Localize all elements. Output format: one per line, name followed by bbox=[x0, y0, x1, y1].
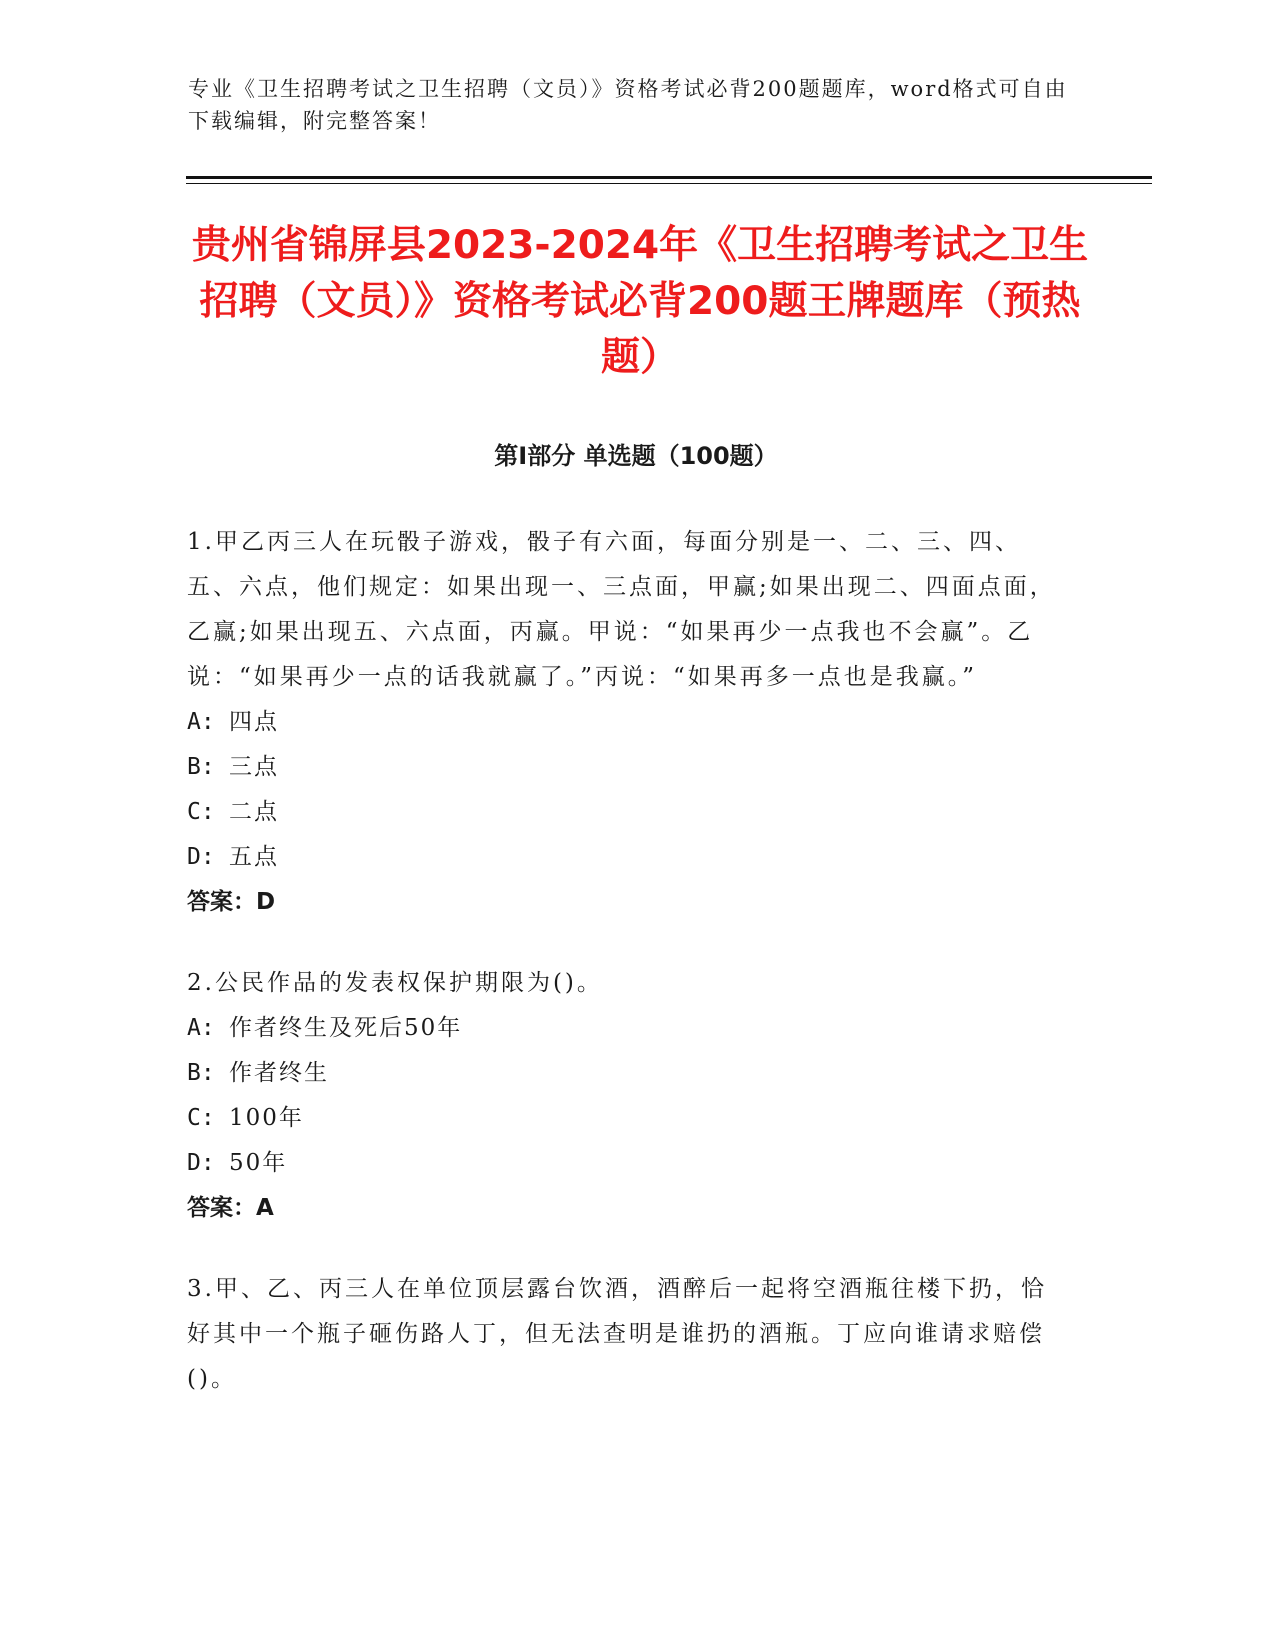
option-text: 二点 bbox=[229, 799, 279, 825]
option-text: 作者终生及死后50年 bbox=[229, 1015, 463, 1041]
option-d bbox=[187, 835, 1067, 880]
option-d bbox=[187, 1141, 1067, 1186]
header-note: 专业《卫生招聘考试之卫生招聘（文员）》资格考试必背200题题库，word格式可自由下载编辑，附完整答案！ bbox=[188, 77, 1068, 133]
option-text: 三点 bbox=[229, 754, 279, 780]
header-divider-thin bbox=[186, 183, 1152, 184]
option-letter: C: bbox=[187, 799, 215, 825]
question-3 bbox=[187, 1267, 1067, 1402]
option-text: 作者终生 bbox=[229, 1060, 329, 1086]
option-letter: A: bbox=[187, 1015, 215, 1041]
option-letter: C: bbox=[187, 1105, 215, 1131]
question-2 bbox=[187, 961, 1067, 1231]
option-a bbox=[187, 700, 1067, 745]
section-title: 第Ⅰ部分 单选题（100题） bbox=[494, 442, 778, 470]
option-text: 50年 bbox=[229, 1150, 288, 1176]
option-letter: D: bbox=[187, 1150, 215, 1176]
question-stem: 2.公民作品的发表权保护期限为()。 bbox=[187, 970, 603, 996]
question-stem: 3.甲、乙、丙三人在单位顶层露台饮酒，酒醉后一起将空酒瓶往楼下扔，恰好其中一个瓶子砸伤路人丁，但无法查明是谁扔的酒瓶。丁应向谁请求赔偿()。 bbox=[187, 1276, 1047, 1392]
option-a bbox=[187, 1006, 1067, 1051]
option-letter: B: bbox=[187, 754, 215, 780]
option-text: 100年 bbox=[229, 1105, 304, 1131]
option-letter: B: bbox=[187, 1060, 215, 1086]
option-text: 四点 bbox=[229, 709, 279, 735]
option-letter: D: bbox=[187, 844, 215, 870]
option-b bbox=[187, 745, 1067, 790]
option-letter: A: bbox=[187, 709, 215, 735]
option-text: 五点 bbox=[229, 844, 279, 870]
question-stem: 1.甲乙丙三人在玩骰子游戏，骰子有六面，每面分别是一、二、三、四、五、六点，他们规定：如果出现一、三点面，甲赢;如果出现二、四面点面，乙赢;如果出现五、六点面，丙赢。甲说：“如果再少一点我也不会赢”。乙说：“如果再少一点的话我就赢了。”丙说：“如果再多一点也是我赢。” bbox=[187, 529, 1056, 690]
option-b bbox=[187, 1051, 1067, 1096]
document-title: 贵州省锦屏县2023-2024年《卫生招聘考试之卫生招聘（文员）》资格考试必背200题王牌题库（预热题） bbox=[191, 223, 1089, 380]
option-c bbox=[187, 1096, 1067, 1141]
header-divider-thick bbox=[186, 176, 1152, 179]
question-list bbox=[187, 520, 1067, 1438]
question-1 bbox=[187, 520, 1067, 925]
answer-line: 答案：A bbox=[187, 1195, 274, 1221]
option-c bbox=[187, 790, 1067, 835]
answer-line: 答案：D bbox=[187, 889, 276, 915]
